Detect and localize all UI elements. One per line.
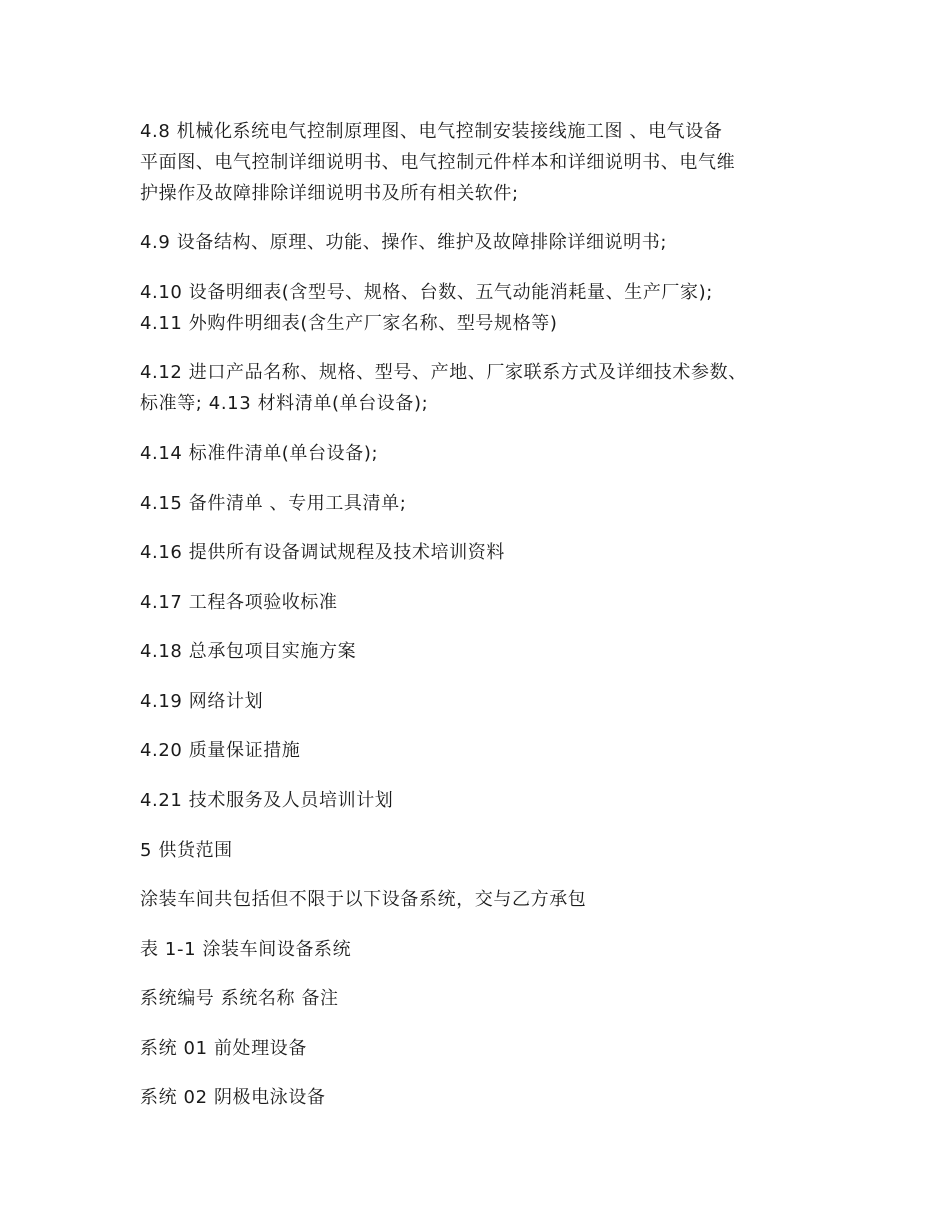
section-heading-5: 5 供货范围	[140, 840, 233, 861]
table-row: 系统 02 阴极电泳设备	[140, 1087, 326, 1108]
paragraph-4-8	[140, 116, 830, 209]
paragraph-line: 护操作及故障排除详细说明书及所有相关软件;	[140, 183, 519, 204]
paragraph-4-12-4-13	[140, 357, 830, 419]
paragraph-line: 标准等; 4.13 材料清单(单台设备);	[140, 393, 429, 414]
table-row: 系统 01 前处理设备	[140, 1038, 307, 1059]
paragraph-4-15: 4.15 备件清单 、专用工具清单;	[140, 493, 407, 514]
paragraph-4-17: 4.17 工程各项验收标准	[140, 592, 338, 613]
paragraph-scope: 涂装车间共包括但不限于以下设备系统，交与乙方承包	[140, 889, 587, 910]
paragraph-line: 4.8 机械化系统电气控制原理图、电气控制安装接线施工图 、电气设备	[140, 121, 723, 142]
table-header-row: 系统编号 系统名称 备注	[140, 988, 339, 1009]
paragraph-4-19: 4.19 网络计划	[140, 691, 264, 712]
paragraph-4-16: 4.16 提供所有设备调试规程及技术培训资料	[140, 542, 505, 563]
paragraph-line: 4.11 外购件明细表(含生产厂家名称、型号规格等)	[140, 313, 558, 334]
paragraph-4-18: 4.18 总承包项目实施方案	[140, 641, 357, 662]
paragraph-4-9: 4.9 设备结构、原理、功能、操作、维护及故障排除详细说明书;	[140, 232, 668, 253]
paragraph-4-10-4-11	[140, 277, 830, 339]
table-caption: 表 1-1 涂装车间设备系统	[140, 939, 352, 960]
paragraph-line: 4.10 设备明细表(含型号、规格、台数、五气动能消耗量、生产厂家);	[140, 282, 713, 303]
paragraph-4-14: 4.14 标准件清单(单台设备);	[140, 443, 379, 464]
paragraph-line: 4.12 进口产品名称、规格、型号、产地、厂家联系方式及详细技术参数、	[140, 362, 747, 383]
paragraph-4-21: 4.21 技术服务及人员培训计划	[140, 790, 394, 811]
paragraph-line: 平面图、电气控制详细说明书、电气控制元件样本和详细说明书、电气维	[140, 152, 736, 173]
paragraph-4-20: 4.20 质量保证措施	[140, 740, 301, 761]
